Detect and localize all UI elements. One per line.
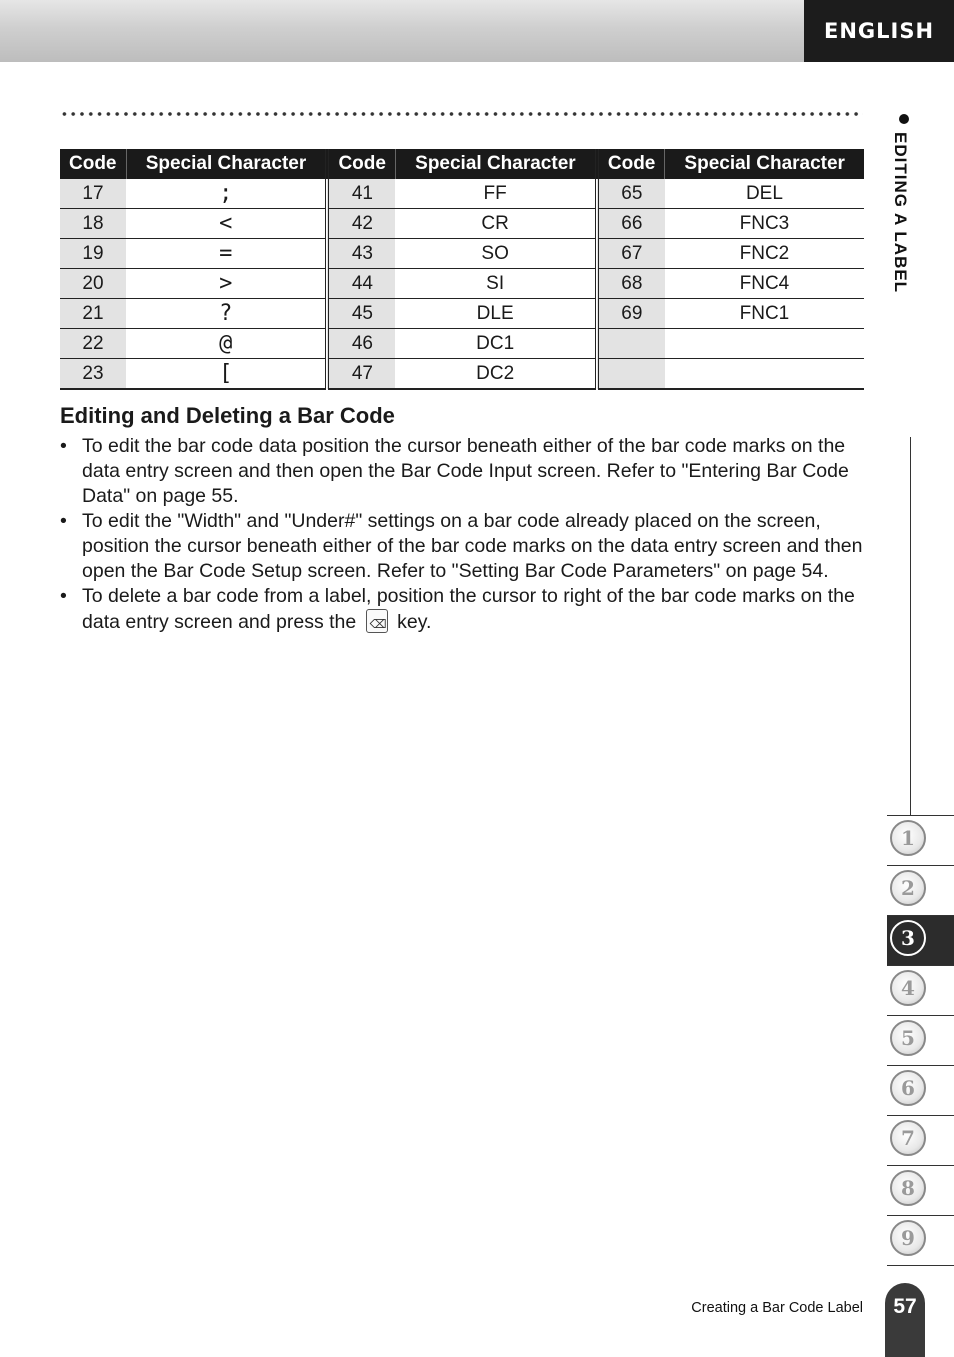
language-label: ENGLISH xyxy=(804,0,954,62)
special-character-cell: > xyxy=(126,269,327,299)
bullet-text: key. xyxy=(397,611,432,633)
footer-title: Creating a Bar Code Label xyxy=(691,1300,863,1316)
special-character-cell: FNC3 xyxy=(665,209,864,239)
page-number: 57 xyxy=(885,1283,925,1357)
code-cell: 17 xyxy=(60,179,126,209)
chapter-tab-5[interactable] xyxy=(887,1016,954,1066)
code-cell: 47 xyxy=(327,359,395,390)
chapter-number: 4 xyxy=(890,970,926,1006)
chapter-number: 1 xyxy=(890,820,926,856)
special-character-cell: DC2 xyxy=(395,359,596,390)
code-cell: 65 xyxy=(597,179,665,209)
special-character-cell: @ xyxy=(126,329,327,359)
special-character-table xyxy=(60,149,864,390)
code-cell: 21 xyxy=(60,299,126,329)
code-cell: 46 xyxy=(327,329,395,359)
table-row xyxy=(60,359,864,390)
chapter-tab-8[interactable] xyxy=(887,1166,954,1216)
special-character-cell: CR xyxy=(395,209,596,239)
chapter-number: 8 xyxy=(890,1170,926,1206)
table-row xyxy=(60,179,864,209)
chapter-tab-1[interactable] xyxy=(887,815,954,866)
special-character-cell: DC1 xyxy=(395,329,596,359)
code-cell: 41 xyxy=(327,179,395,209)
chapter-tab-3[interactable] xyxy=(887,916,954,966)
chapter-number: 5 xyxy=(890,1020,926,1056)
special-character-cell: FF xyxy=(395,179,596,209)
list-item xyxy=(60,509,864,584)
column-header: Special Character xyxy=(126,149,327,179)
column-header: Special Character xyxy=(665,149,864,179)
code-cell: 44 xyxy=(327,269,395,299)
table-header-row xyxy=(60,149,864,179)
code-cell: 69 xyxy=(597,299,665,329)
bullet-text: To delete a bar code from a label, position the cursor to right of the bar code marks on the data entry screen and press the xyxy=(82,585,855,633)
code-cell: 18 xyxy=(60,209,126,239)
special-character-cell xyxy=(665,329,864,359)
code-cell: 42 xyxy=(327,209,395,239)
code-cell: 45 xyxy=(327,299,395,329)
special-character-cell: SI xyxy=(395,269,596,299)
list-item xyxy=(60,434,864,509)
table-row xyxy=(60,209,864,239)
bullet-text: To edit the bar code data position the cursor beneath either of the bar code marks on the data entry screen and then open the Bar Code Input screen. Refer to "Entering Bar Code Data" on page 55. xyxy=(82,435,849,507)
section-title: EDITING A LABEL xyxy=(891,132,910,294)
chapter-number: 3 xyxy=(890,920,926,956)
table-row xyxy=(60,299,864,329)
section-side-label xyxy=(892,110,916,330)
table-row xyxy=(60,269,864,299)
bullet-list xyxy=(60,434,864,635)
table-row xyxy=(60,239,864,269)
code-cell: 23 xyxy=(60,359,126,390)
special-character-cell xyxy=(665,359,864,390)
chapter-number: 9 xyxy=(890,1220,926,1256)
chapter-number: 7 xyxy=(890,1120,926,1156)
special-character-cell: FNC1 xyxy=(665,299,864,329)
special-character-cell: FNC2 xyxy=(665,239,864,269)
chapter-tab-7[interactable] xyxy=(887,1116,954,1166)
special-character-cell: < xyxy=(126,209,327,239)
code-cell: 19 xyxy=(60,239,126,269)
chapter-tab-2[interactable] xyxy=(887,866,954,916)
special-character-cell: = xyxy=(126,239,327,269)
chapter-tabs xyxy=(887,815,954,1266)
bullet-text: To edit the "Width" and "Under#" settings on a bar code already placed on the screen, position the cursor beneath either of the bar code marks on the data entry screen and then open the Bar Code Setup screen. Refer to "Setting Bar Code Parameters" on page 54. xyxy=(82,510,863,582)
code-cell xyxy=(597,329,665,359)
code-cell: 68 xyxy=(597,269,665,299)
special-character-cell: [ xyxy=(126,359,327,390)
list-item xyxy=(60,584,864,635)
chapter-number: 2 xyxy=(890,870,926,906)
special-character-cell: SO xyxy=(395,239,596,269)
header-bar xyxy=(0,0,804,62)
column-header: Code xyxy=(597,149,665,179)
backspace-key-icon xyxy=(366,609,388,633)
special-character-cell: DLE xyxy=(395,299,596,329)
code-cell: 66 xyxy=(597,209,665,239)
chapter-tab-9[interactable] xyxy=(887,1216,954,1266)
dotted-divider xyxy=(60,111,863,117)
chapter-tab-4[interactable] xyxy=(887,966,954,1016)
code-cell xyxy=(597,359,665,390)
code-cell: 22 xyxy=(60,329,126,359)
code-cell: 43 xyxy=(327,239,395,269)
column-header: Code xyxy=(60,149,126,179)
section-heading: Editing and Deleting a Bar Code xyxy=(60,403,395,428)
special-character-cell: DEL xyxy=(665,179,864,209)
code-cell: 20 xyxy=(60,269,126,299)
side-rule xyxy=(910,437,911,815)
special-character-cell: ? xyxy=(126,299,327,329)
table-row xyxy=(60,329,864,359)
column-header: Special Character xyxy=(395,149,596,179)
special-character-cell: FNC4 xyxy=(665,269,864,299)
chapter-number: 6 xyxy=(890,1070,926,1106)
code-cell: 67 xyxy=(597,239,665,269)
bullet-dot-icon xyxy=(899,114,909,124)
column-header: Code xyxy=(327,149,395,179)
chapter-tab-6[interactable] xyxy=(887,1066,954,1116)
special-character-cell: ; xyxy=(126,179,327,209)
